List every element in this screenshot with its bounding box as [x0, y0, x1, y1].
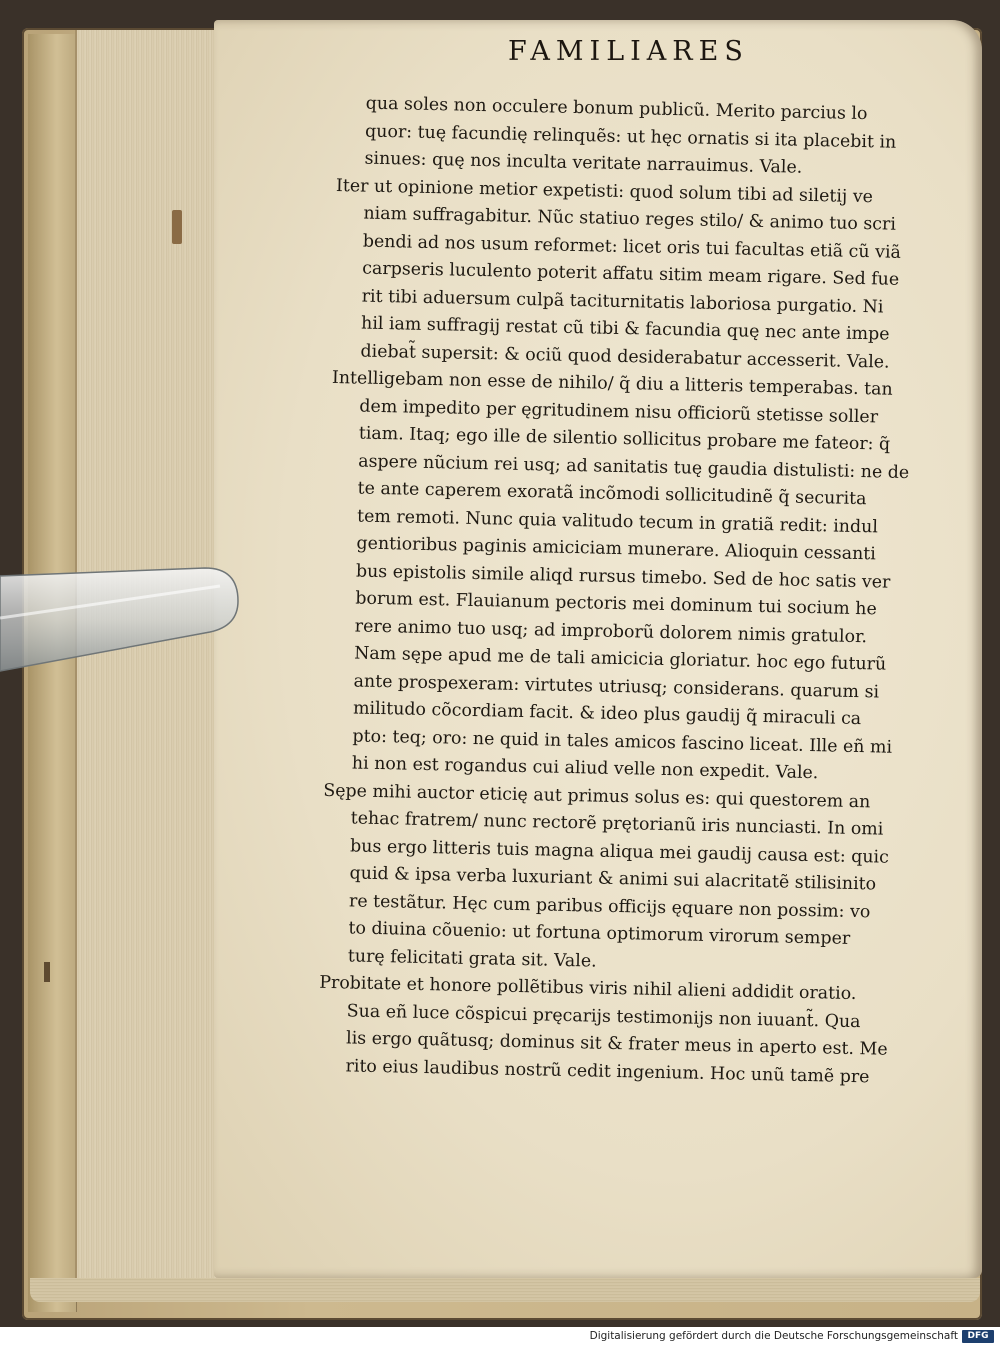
paragraph	[320, 777, 952, 983]
book-clamp	[0, 566, 240, 676]
paragraph-continuation	[336, 90, 966, 186]
text-line: lis ergo quãtusq; dominus sit & frater meus in aperto est. Me	[345, 1028, 888, 1060]
funding-credit: Digitalisierung gefördert durch die Deutsche Forschungsgemeinschaft	[589, 1330, 958, 1342]
paragraph	[317, 970, 947, 1093]
text-line: hi non est rogandus cui aliud velle non expedit. Vale.	[351, 753, 819, 784]
text-line: borum est. Flauianum pectoris mei dominum tui socium he	[355, 588, 877, 620]
page-tab-mark	[172, 210, 182, 244]
text-line: ante prospexeram: virtutes utriusq; considerans. quarum si	[353, 670, 880, 702]
clamp-shape	[0, 566, 240, 676]
text-line: quid & ipsa verba luxuriant & animi sui alacritatẽ stilisinito	[349, 863, 877, 895]
text-line: re testãtur. Hęc cum paribus officijs ęquare non possim: vo	[348, 890, 871, 922]
text-line: Probitate et honore pollẽtibus viris nihil alieni addidit oratio.	[319, 972, 857, 1005]
text-line: qua soles non occulere bonum publicũ. Merito parcius lo	[365, 93, 868, 125]
text-line: militudo cõcordiam facit. & ideo plus gaudij q̃ miraculi ca	[352, 698, 862, 730]
text-line: carpseris luculento poterit affatu sitim meam rigare. Sed fue	[362, 258, 900, 290]
text-line: rere animo tuo usq; ad improborũ dolorem nimis gratulor.	[354, 615, 868, 647]
text-line: quor: tuę facundię relinquẽs: ut hęc ornatis si ita placebit in	[364, 121, 897, 153]
footer-bar	[0, 1327, 1000, 1347]
text-line: Intelligebam non esse de nihilo/ q̃ diu a litteris temperabas. tan	[331, 367, 893, 400]
paragraph	[324, 365, 961, 791]
page-stack-bottom	[30, 1278, 980, 1302]
text-line: turę felicitati grata sit. Vale.	[347, 945, 597, 972]
text-line: diebat̃ supersit: & ociũ quod desiderabatur accesserit. Vale.	[360, 341, 890, 373]
text-line: bus epistolis simile aliqd rursus timebo. Sed de hoc satis ver	[355, 560, 891, 593]
text-line: Sępe mihi auctor eticię aut primus solus es: qui questorem an	[323, 780, 871, 812]
text-line: tem remoti. Nunc quia valitudo tecum in gratiã redit: indul	[356, 505, 879, 537]
text-line: bus ergo litteris tuis magna aliqua mei gaudij causa est: quic	[349, 835, 890, 868]
text-line: aspere nũcium rei usq; ad sanitatis tuę gaudia distulisti: ne de	[358, 451, 910, 483]
text-line: hil iam suffragij restat cũ tibi & facundia quę nec ante impe	[360, 313, 890, 345]
dfg-logo-icon: DFG	[962, 1330, 994, 1343]
text-line: dem impedito per ęgritudinem nisu officiorũ stetisse soller	[359, 396, 879, 427]
text-line: tehac fratrem/ nunc rectorẽ prętorianũ iris nunciasti. In omi	[350, 808, 884, 840]
text-line: Nam sępe apud me de tali amicicia gloriatur. hoc ego futurũ	[353, 643, 887, 675]
text-line: bendi ad nos usum reformet: licet oris tui facultas etiã cũ viã	[362, 231, 902, 263]
text-line: Sua eñ luce cõspicui pręcarijs testimonijs non iuuant̃. Qua	[346, 1000, 861, 1032]
text-line: sinues: quę nos inculta veritate narrauimus. Vale.	[364, 148, 803, 178]
board-mark	[44, 962, 50, 982]
text-line: pto: teq; oro: ne quid in tales amicos fascino liceat. Ille eñ mi	[352, 725, 893, 758]
text-line: niam suffragabitur. Nũc statiuo reges stilo/ & animo tuo scri	[363, 203, 897, 235]
body-text	[317, 90, 966, 1093]
text-line: Iter ut opinione metior expetisti: quod solum tibi ad siletij ve	[335, 175, 874, 207]
text-line: to diuina cõuenio: ut fortuna optimorum virorum semper	[348, 918, 851, 949]
text-line: te ante caperem exoratã incõmodi sollicitudinẽ q̃ securita	[357, 478, 867, 510]
text-line: tiam. Itaq; ego ille de silentio sollicitus probare me fateor: q̃	[358, 423, 891, 455]
text-line: rit tibi aduersum culpã taciturnitatis laboriosa purgatio. Ni	[361, 286, 884, 317]
text-line: gentioribus paginis amiciciam munerare. Alioquin cessanti	[356, 533, 877, 565]
text-line: rito eius laudibus nostrũ cedit ingenium. Hoc unũ tamẽ pre	[345, 1055, 870, 1087]
paragraph	[332, 172, 964, 378]
running-head: FAMILIARES	[508, 36, 749, 67]
